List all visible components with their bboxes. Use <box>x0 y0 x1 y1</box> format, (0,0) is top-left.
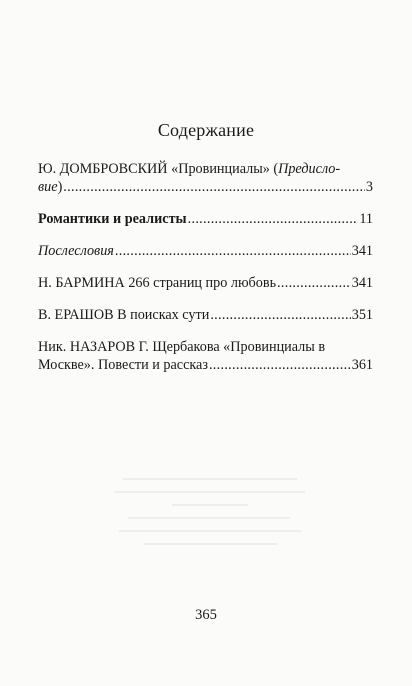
toc-leader-dots <box>115 242 351 260</box>
toc-page-number: 341 <box>351 275 373 291</box>
toc-entry-nazarov <box>38 338 373 374</box>
toc-entry-second-line <box>38 178 373 196</box>
toc-leader-dots <box>188 210 359 228</box>
toc-entry-italic-continuation: вие <box>38 179 58 195</box>
toc-page-number: 351 <box>351 307 373 323</box>
toc-entry-label: Послесловия <box>38 243 114 259</box>
toc-entry-label: Романтики и реалисты <box>38 211 187 227</box>
toc-entry-afterwords <box>38 242 373 260</box>
toc-entry-closing-paren: ) <box>57 179 63 195</box>
toc-entry-author-title: Ю. ДОМБРОВСКИЙ «Провинциалы» ( <box>38 161 279 177</box>
toc-page-number: 11 <box>359 211 373 227</box>
page-number: 365 <box>195 607 217 623</box>
page-title: Содержание <box>157 120 255 140</box>
toc-leader-dots <box>209 356 351 374</box>
toc-entry-barmina <box>38 274 373 292</box>
toc-entry-romantics <box>38 210 373 228</box>
toc-page-number: 341 <box>351 243 373 259</box>
toc-entry-first-line <box>38 160 373 178</box>
toc-entry-label: В. ЕРАШОВ В поисках сути <box>38 307 210 323</box>
toc-page-number: 3 <box>365 179 373 195</box>
toc-leader-dots <box>277 274 351 292</box>
toc-entry-first-line: Ник. НАЗАРОВ Г. Щербакова «Провинциалы в <box>38 339 326 355</box>
table-of-contents <box>38 160 373 388</box>
toc-page-number: 361 <box>351 357 373 373</box>
toc-entry-second-line <box>38 356 373 374</box>
show-through-imprint <box>115 478 305 570</box>
toc-leader-dots <box>210 306 350 324</box>
toc-entry-preface <box>38 160 373 196</box>
toc-leader-dots <box>63 178 365 196</box>
toc-entry-label: Н. БАРМИНА 266 страниц про любовь <box>38 275 277 291</box>
toc-entry-italic-note: Предисло- <box>278 161 341 177</box>
toc-entry-label: Москве». Повести и рассказ <box>38 357 208 373</box>
toc-entry-erashov <box>38 306 373 324</box>
